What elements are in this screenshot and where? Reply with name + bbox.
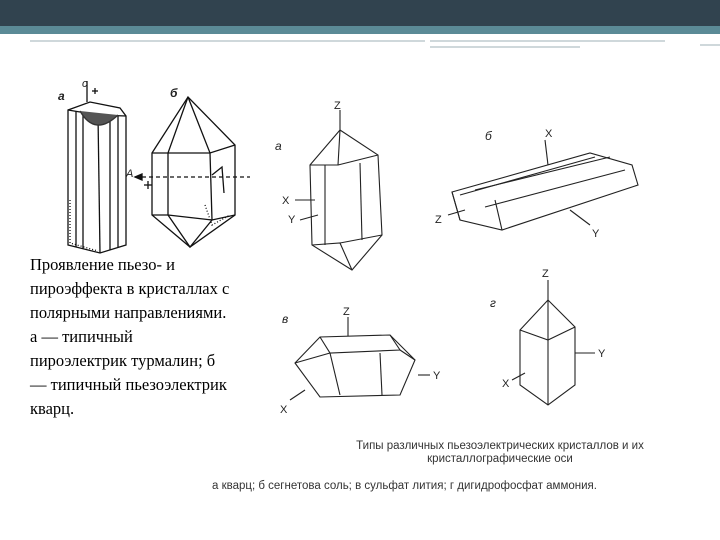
axis-label: Y <box>592 228 600 240</box>
caption-right-line2: кристаллографические оси <box>427 453 573 465</box>
axis-label: X <box>280 404 288 416</box>
decorative-line <box>700 44 720 46</box>
header-bar <box>0 0 720 26</box>
panel-label: б <box>485 129 492 143</box>
panel-label: г <box>490 296 496 310</box>
axis-label: Y <box>598 348 606 360</box>
panel-label: a <box>275 139 282 153</box>
axis-label: Y <box>288 214 296 226</box>
figure-label: б <box>170 86 178 100</box>
figure-label: a <box>58 89 65 103</box>
crystal-figure-right <box>270 95 710 440</box>
axis-label: X <box>545 128 553 140</box>
axis-label: X <box>502 378 510 390</box>
axis-label: X <box>282 195 290 207</box>
axis-label: Z <box>334 100 341 112</box>
header-accent-bar <box>0 26 720 34</box>
crystal-figure-left <box>40 75 265 255</box>
decorative-line <box>30 40 425 42</box>
axis-label: Y <box>433 370 441 382</box>
axis-label: Z <box>542 268 549 280</box>
axis-label: A <box>126 168 134 180</box>
caption-bottom: а кварц; б сегнетова соль; в сульфат лития; г дигидрофосфат аммония. <box>212 480 597 492</box>
caption-left: Проявление пьезо- и пироэффекта в кристаллах с полярными направлениями. а — типичный пироэлектрик турмалин; б— типичный пьезоэлектрик кварц. <box>30 255 230 418</box>
panel-label: в <box>282 312 289 326</box>
caption-right <box>300 440 700 466</box>
decorative-line <box>430 46 580 48</box>
axis-label: Z <box>435 214 442 226</box>
decorative-line <box>430 40 665 42</box>
caption-right-line1: Типы различных пьезоэлектрических кристаллов и их <box>356 440 644 452</box>
axis-label: c <box>82 78 88 90</box>
axis-label: Z <box>343 306 350 318</box>
